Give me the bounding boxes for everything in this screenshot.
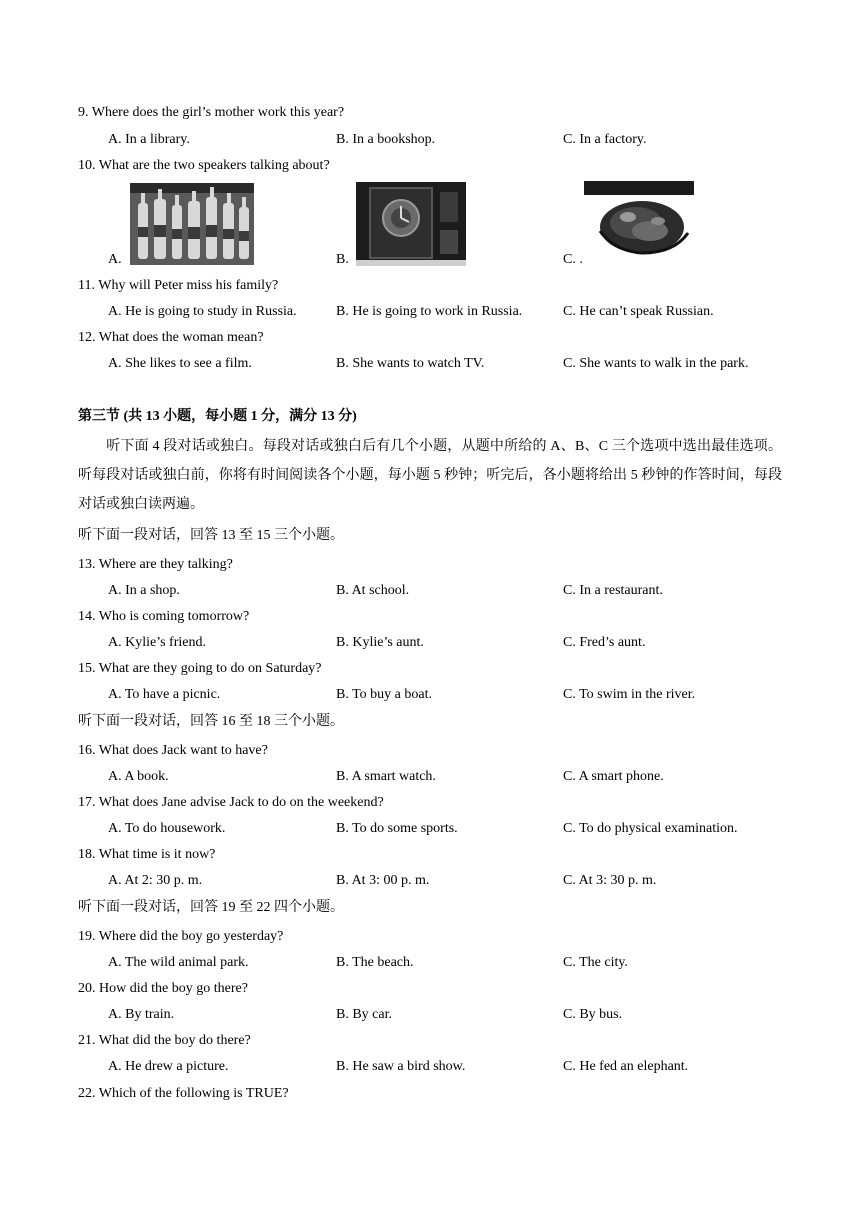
question-13: 13. Where are they talking? — [78, 557, 233, 572]
q9-option-a[interactable]: A. In a library. — [108, 132, 190, 147]
question-10: 10. What are the two speakers talking about? — [78, 158, 330, 173]
q19-option-c[interactable]: C. The city. — [563, 955, 628, 970]
q18-option-c[interactable]: C. At 3: 30 p. m. — [563, 873, 657, 888]
q15-option-b[interactable]: B. To buy a boat. — [336, 687, 432, 702]
q20-option-c[interactable]: C. By bus. — [563, 1007, 623, 1022]
q21-option-c[interactable]: C. He fed an elephant. — [563, 1059, 689, 1074]
q20-option-b[interactable]: B. By car. — [336, 1007, 392, 1022]
question-21: 21. What did the boy do there? — [78, 1033, 251, 1048]
q12-option-c[interactable]: C. She wants to walk in the park. — [563, 356, 749, 371]
q16-option-a[interactable]: A. A book. — [108, 769, 169, 784]
q14-option-b[interactable]: B. Kylie’s aunt. — [336, 635, 424, 650]
q12-option-b[interactable]: B. She wants to watch TV. — [336, 356, 485, 371]
q12-option-a[interactable]: A. She likes to see a film. — [108, 356, 252, 371]
food-picture — [584, 181, 700, 261]
q20-option-a[interactable]: A. By train. — [108, 1007, 175, 1022]
q14-option-c[interactable]: C. Fred’s aunt. — [563, 635, 646, 650]
q16-option-b[interactable]: B. A smart watch. — [336, 769, 436, 784]
q13-option-c[interactable]: C. In a restaurant. — [563, 583, 663, 598]
dialog-intro-16-18: 听下面一段对话，回答 16 至 18 三个小题。 — [78, 714, 344, 729]
question-16: 16. What does Jack want to have? — [78, 743, 268, 758]
q19-option-b[interactable]: B. The beach. — [336, 955, 414, 970]
q18-option-b[interactable]: B. At 3: 00 p. m. — [336, 873, 430, 888]
q13-option-a[interactable]: A. In a shop. — [108, 583, 180, 598]
q11-option-a[interactable]: A. He is going to study in Russia. — [108, 304, 297, 319]
q17-option-b[interactable]: B. To do some sports. — [336, 821, 458, 836]
question-20: 20. How did the boy go there? — [78, 981, 248, 996]
q17-option-a[interactable]: A. To do housework. — [108, 821, 226, 836]
dialog-intro-19-22: 听下面一段对话，回答 19 至 22 四个小题。 — [78, 900, 344, 915]
q13-option-b[interactable]: B. At school. — [336, 583, 410, 598]
question-11: 11. Why will Peter miss his family? — [78, 278, 279, 293]
q10-option-a[interactable]: A. — [108, 252, 122, 267]
question-12: 12. What does the woman mean? — [78, 330, 264, 345]
q11-option-b[interactable]: B. He is going to work in Russia. — [336, 304, 523, 319]
section-3-instructions-text: 听下面 4 段对话或独白。每段对话或独白后有几个小题，从题中所给的 A、B、C 三个选项中选出最佳选项。听每段对话或独白前，你将有时间阅读各个小题，每小题 5 秒钟；听完后，各小题将给出 5 秒钟的作答时间，每段对话或独白读两遍。 — [78, 439, 782, 512]
q10-option-c[interactable]: C. . — [563, 252, 583, 267]
question-22: 22. Which of the following is TRUE? — [78, 1086, 289, 1101]
q21-option-a[interactable]: A. He drew a picture. — [108, 1059, 229, 1074]
question-17: 17. What does Jane advise Jack to do on the weekend? — [78, 795, 384, 810]
q15-option-c[interactable]: C. To swim in the river. — [563, 687, 696, 702]
q14-option-a[interactable]: A. Kylie’s friend. — [108, 635, 206, 650]
question-14: 14. Who is coming tomorrow? — [78, 609, 250, 624]
section-3-title: 第三节 (共 13 小题，每小题 1 分，满分 13 分) — [78, 409, 357, 424]
q9-option-b[interactable]: B. In a bookshop. — [336, 132, 436, 147]
q9-option-c[interactable]: C. In a factory. — [563, 132, 647, 147]
q21-option-b[interactable]: B. He saw a bird show. — [336, 1059, 466, 1074]
q18-option-a[interactable]: A. At 2: 30 p. m. — [108, 873, 203, 888]
bottles-picture — [130, 183, 254, 265]
question-15: 15. What are they going to do on Saturday? — [78, 661, 322, 676]
question-19: 19. Where did the boy go yesterday? — [78, 929, 284, 944]
question-18: 18. What time is it now? — [78, 847, 216, 862]
q10-option-b[interactable]: B. — [336, 252, 349, 267]
section-3-instructions — [78, 432, 782, 519]
dialog-intro-13-15: 听下面一段对话，回答 13 至 15 三个小题。 — [78, 528, 344, 543]
q16-option-c[interactable]: C. A smart phone. — [563, 769, 664, 784]
q11-option-c[interactable]: C. He can’t speak Russian. — [563, 304, 714, 319]
clock-picture — [356, 182, 466, 266]
q17-option-c[interactable]: C. To do physical examination. — [563, 821, 738, 836]
q19-option-a[interactable]: A. The wild animal park. — [108, 955, 249, 970]
q15-option-a[interactable]: A. To have a picnic. — [108, 687, 221, 702]
question-9: 9. Where does the girl’s mother work this year? — [78, 105, 345, 120]
